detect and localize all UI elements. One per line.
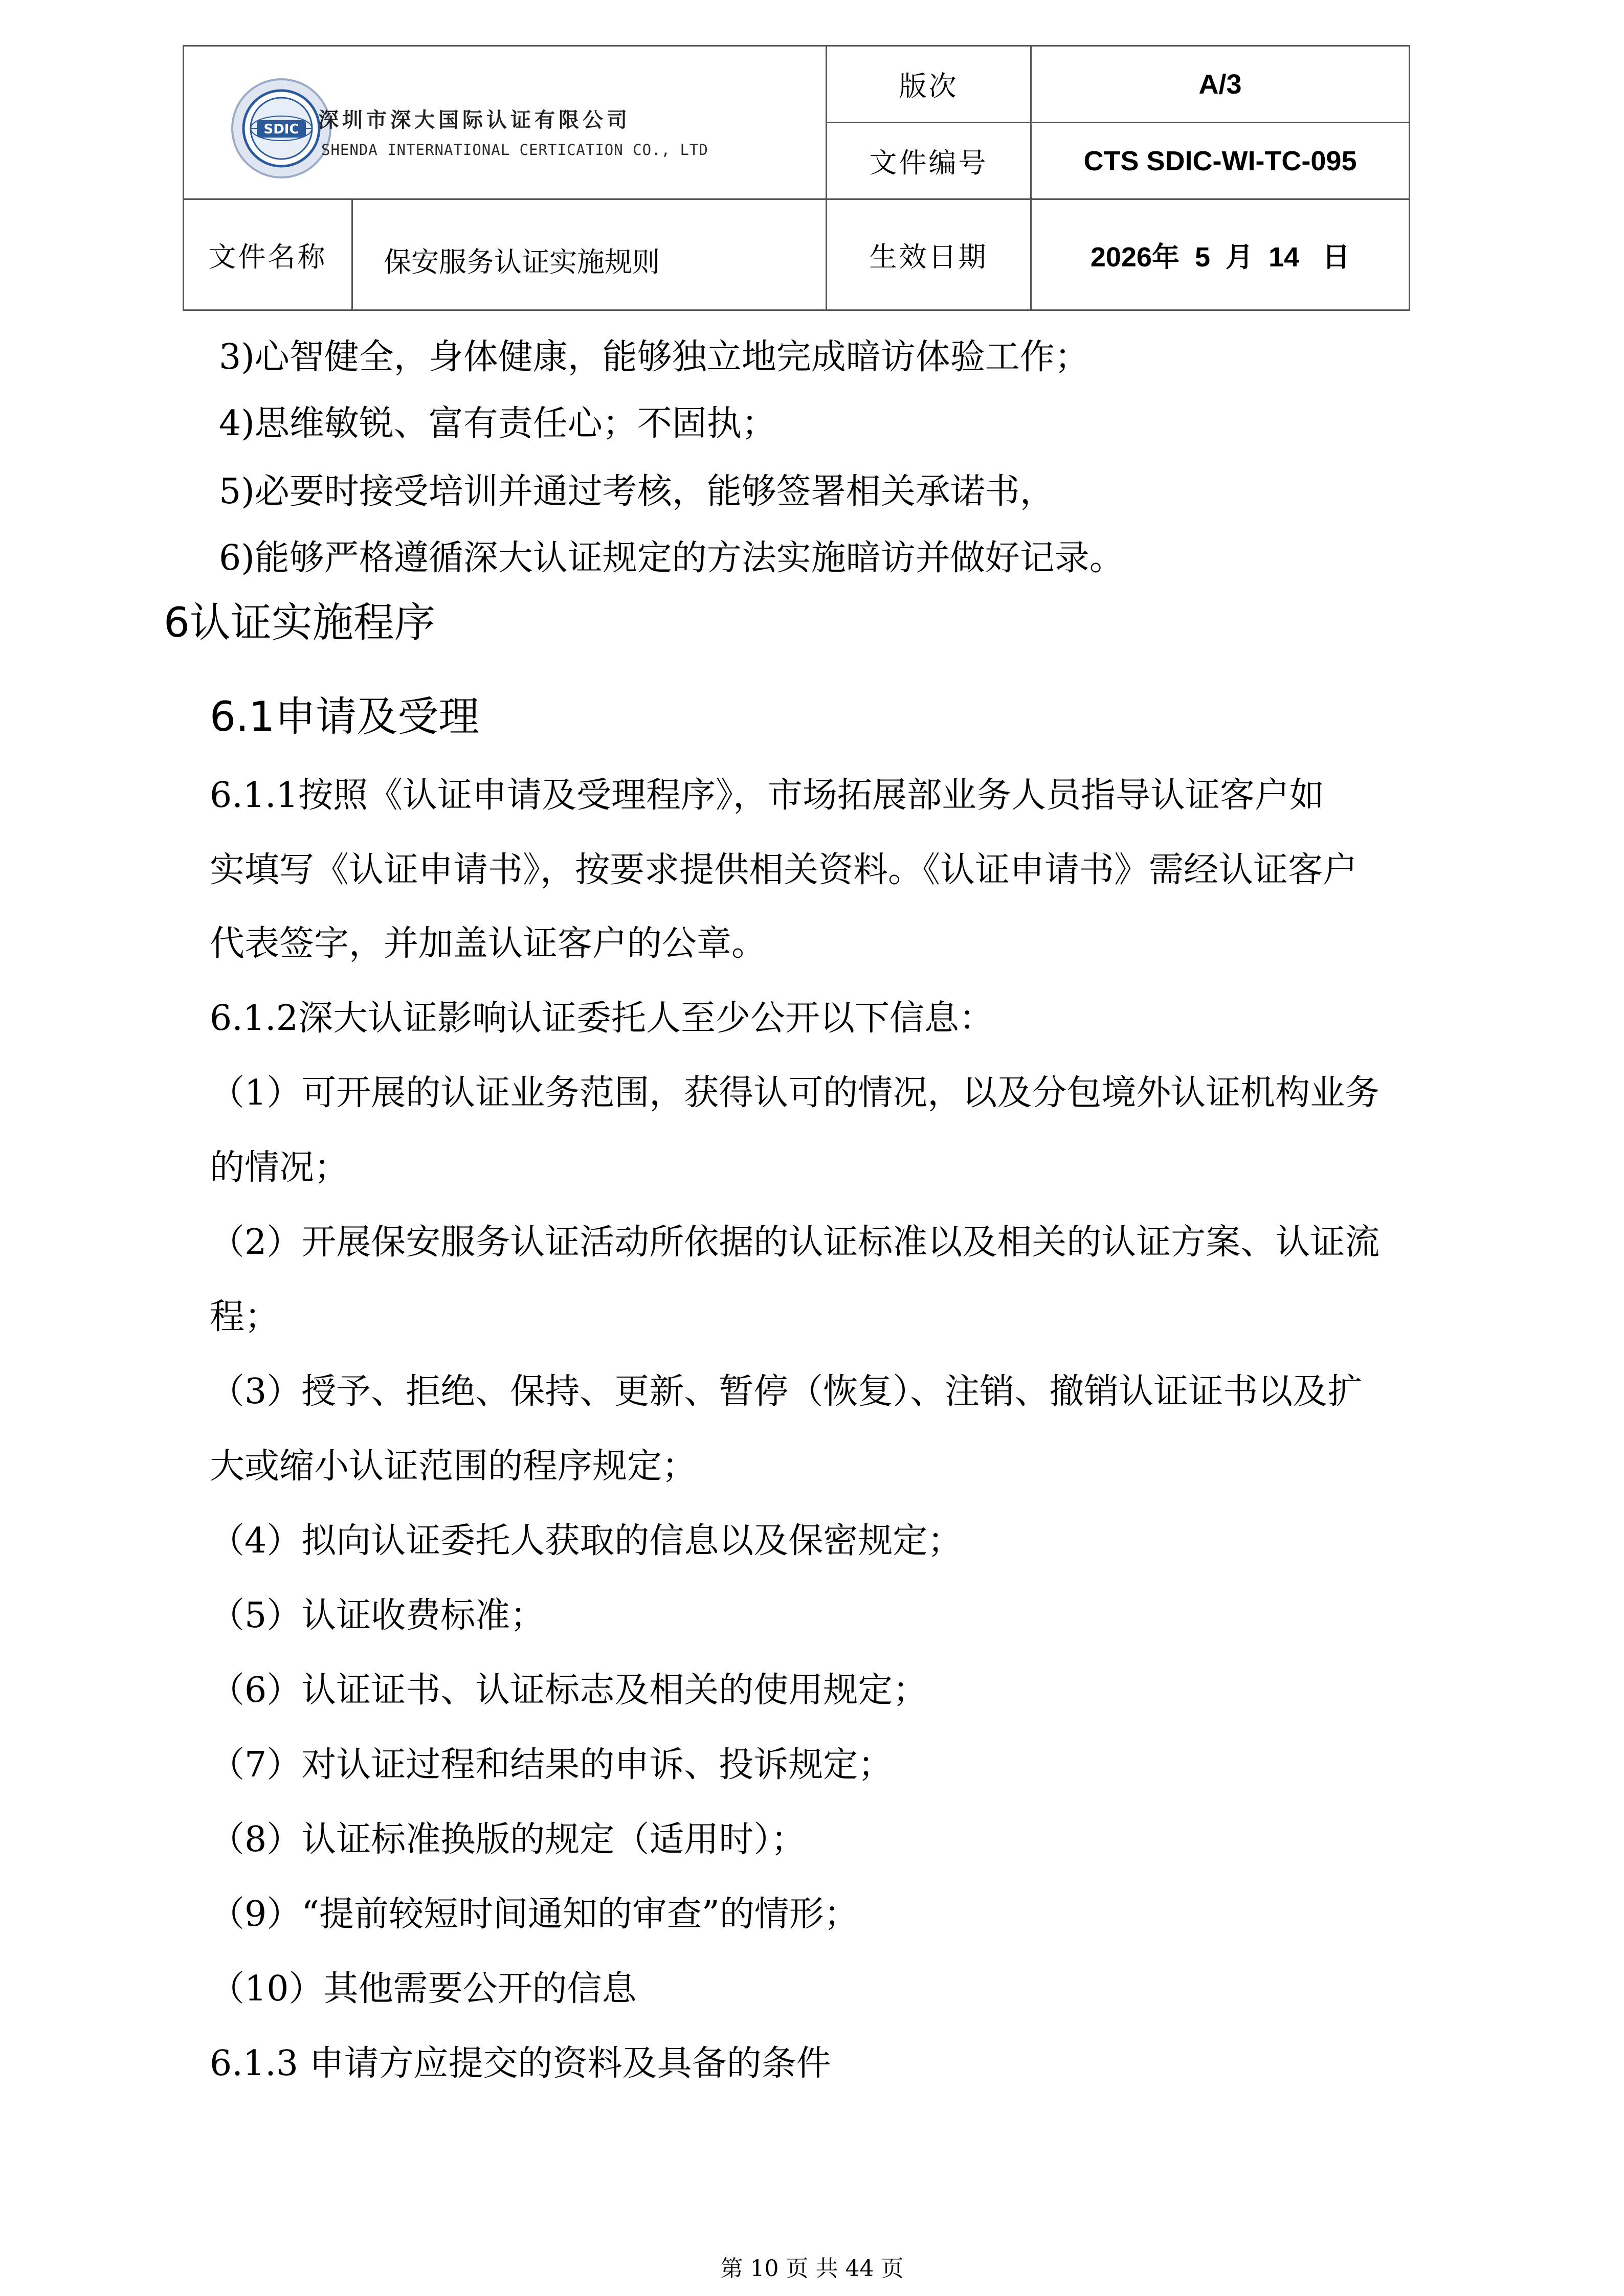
subsection-heading: 6.1申请及受理: [210, 693, 480, 740]
list-item: （7）对认证过程和结果的申诉、投诉规定；: [210, 1745, 893, 1785]
doc-number-value: CTS SDIC-WI-TC-095: [1031, 123, 1410, 199]
paragraph-line: 代表签字，并加盖认证客户的公章。: [210, 924, 767, 964]
paragraph-line: 6.1.2深大认证影响认证委托人至少公开以下信息：: [210, 998, 994, 1039]
date-month-unit: 月: [1226, 241, 1254, 273]
list-item: 4)思维敏锐、富有责任心；不固执；: [219, 403, 776, 444]
list-item: （9）“提前较短时间通知的审查”的情形；: [210, 1894, 859, 1934]
list-item: （10）其他需要公开的信息: [210, 1969, 637, 2009]
paragraph-line: 6.1.1按照《认证申请及受理程序》，市场拓展部业务人员指导认证客户如: [210, 775, 1325, 816]
list-item: 大或缩小认证范围的程序规定；: [210, 1446, 697, 1487]
page-number: 第 10 页 共 44 页: [720, 2256, 904, 2282]
list-item: 3)心智健全，身体健康，能够独立地完成暗访体验工作；: [219, 337, 1089, 377]
date-day-unit: 日: [1322, 241, 1350, 273]
list-item: （5）认证收费标准；: [210, 1595, 545, 1636]
company-name-en: SHENDA INTERNATIONAL CERTICATION CO., LTD: [321, 141, 708, 159]
doc-name-label: 文件名称: [184, 199, 352, 310]
company-logo: [230, 77, 767, 179]
date-day: 14: [1269, 241, 1300, 273]
company-logo-cell: [184, 46, 827, 199]
svg-text:SDIC: SDIC: [263, 122, 299, 137]
document-header-table: [183, 45, 1410, 311]
list-item: （8）认证标准换版的规定（适用时）；: [210, 1819, 806, 1860]
list-item: （4）拟向认证委托人获取的信息以及保密规定；: [210, 1521, 963, 1561]
list-item: （2）开展保安服务认证活动所依据的认证标准以及相关的认证方案、认证流: [210, 1222, 1380, 1263]
date-year-unit: 年: [1151, 241, 1180, 273]
paragraph-line: 6.1.3 申请方应提交的资料及具备的条件: [210, 2043, 831, 2084]
date-year: 2026: [1090, 241, 1152, 273]
doc-name-value: 保安服务认证实施规则: [352, 199, 827, 310]
effective-date-value: [1031, 199, 1410, 310]
paragraph-line: 实填写《认证申请书》，按要求提供相关资料。《认证申请书》需经认证客户: [210, 850, 1358, 890]
version-value: A/3: [1031, 46, 1410, 123]
list-item: 的情况；: [210, 1147, 349, 1188]
current-page: 10: [750, 2256, 779, 2282]
list-item: （6）认证证书、认证标志及相关的使用规定；: [210, 1670, 928, 1710]
list-item: （1）可开展的认证业务范围，获得认可的情况，以及分包境外认证机构业务: [210, 1073, 1380, 1113]
total-pages: 44: [845, 2256, 874, 2282]
list-item: 程；: [210, 1297, 280, 1337]
date-month: 5: [1194, 241, 1211, 273]
version-label: 版次: [827, 46, 1031, 123]
company-name-cn: 深圳市深大国际认证有限公司: [318, 108, 631, 132]
list-item: 5)必要时接受培训并通过考核，能够签署相关承诺书，: [219, 471, 1055, 512]
list-item: （3）授予、拒绝、保持、更新、暂停（恢复）、注销、撤销认证证书以及扩: [210, 1371, 1363, 1412]
sdic-seal-icon: [230, 77, 332, 179]
list-item: 6)能够严格遵循深大认证规定的方法实施暗访并做好记录。: [219, 538, 1124, 578]
doc-number-label: 文件编号: [827, 123, 1031, 199]
effective-date-label: 生效日期: [827, 199, 1031, 310]
section-heading: 6认证实施程序: [164, 599, 435, 646]
